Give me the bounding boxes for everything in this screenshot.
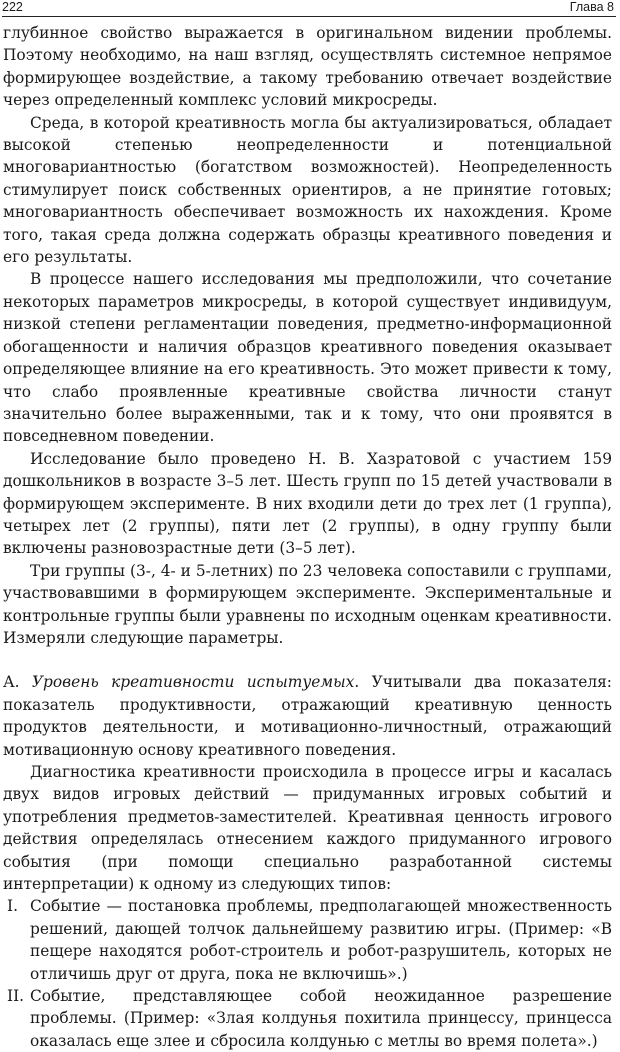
list-marker: I. [7, 897, 18, 916]
section-label: А. [3, 673, 32, 692]
paragraph-7: Диагностика креативности происходила в процессе игры и касалась двух видов игровых действий — придуманных игровых событий и употребления предметов-заместителей. Креативная ценность игрового действия определялась отнесением каждого придуманного игрового события (при помощи специально разработанной системы интерпретации) к одному из следующих типов: [3, 763, 612, 894]
paragraph-5: Три группы (3-, 4- и 5-летних) по 23 человека сопоставили с группами, участвовавшими в формирующем эксперименте. Экспериментальные и контрольные группы были уравнены по исходным оценкам креативности. Измеряли следующие параметры. [3, 561, 612, 647]
header-rule [2, 16, 616, 17]
list-item-text: Событие — постановка проблемы, предполагающей множественность решений, дающей толчок дальнейшему развитию игры. (Пример: «В пещере находятся робот-строитель и робот-разрушитель, которых не отличишь друг от друга, пока не включишь».) [30, 897, 612, 983]
list-item [3, 985, 612, 1052]
page-number: 222 [2, 0, 23, 14]
running-header [2, 0, 614, 16]
section-title: Уровень креативности испытуемых [31, 673, 355, 692]
paragraph-2: Среда, в которой креативность могла бы актуализироваться, обладает высокой степенью неопределенности и потенциальной многовариантностью (богатством возможностей). Неопределенность стимулирует поиск собственных ориентиров, а не принятие готовых; многовариантность обеспечивает возможность их нахождения. Кроме того, такая среда должна содержать образцы креативного поведения и его результаты. [3, 113, 612, 267]
page-body [3, 22, 612, 1052]
paragraph-1: глубинное свойство выражается в оригинальном видении проблемы. Поэтому необходимо, на наш взгляд, осуществлять системное непрямое формирующее воздействие, а такому требованию отвечает воздействие через определенный комплекс условий микросреды. [3, 24, 612, 110]
paragraph-6-text: . Учитывали два показателя: показатель продуктивности, отражающий креативную ценность продуктов деятельности, и мотивационно-личностный, отражающий мотивационную основу креативного поведения. [3, 673, 612, 759]
paragraph-4: Исследование было проведено Н. В. Хазратовой с участием 159 дошкольников в возрасте 3–5 лет. Шесть групп по 15 детей участвовали в формирующем эксперименте. В них входили дети до трех лет (1 группа), четырех лет (2 группы), пяти лет (2 группы), в одну группу были включены разновозрастные дети (3–5 лет). [3, 449, 612, 558]
list-item [3, 895, 612, 985]
chapter-title: Глава 8 [569, 0, 614, 14]
paragraph-6 [3, 671, 612, 761]
list-marker: II. [7, 987, 25, 1006]
paragraph-3: В процессе нашего исследования мы предположили, что сочетание некоторых параметров микросреды, в которой существует индивидуум, низкой степени регламентации поведения, предметно-информационной обогащенности и наличия образцов креативного поведения оказывает определяющее влияние на его креативность. Это может привести к тому, что слабо проявленные креативные свойства личности станут значительно более выраженными, так и к тому, что они проявятся в повседневном поведении. [3, 270, 612, 446]
list-item-text: Событие, представляющее собой неожиданное разрешение проблемы. (Пример: «Злая колдунья похитила принцессу, принцесса оказалась еще злее и сбросила колдунью с метлы во время полета».) [30, 987, 612, 1050]
section-gap [3, 649, 612, 671]
